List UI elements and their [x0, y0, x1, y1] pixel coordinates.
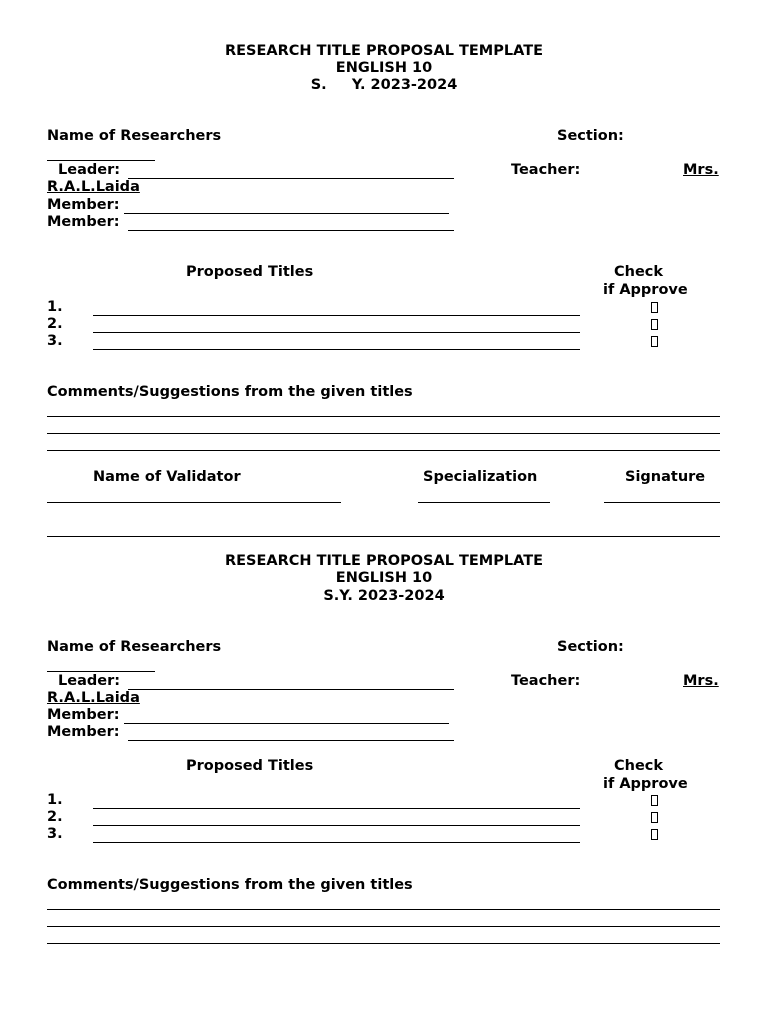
form-subject: ENGLISH 10 — [335, 570, 433, 586]
approve-checkbox[interactable] — [651, 812, 658, 823]
title-number: 3. — [47, 333, 63, 349]
check-heading: if Approve — [603, 282, 688, 298]
approve-checkbox[interactable] — [651, 302, 658, 313]
leader-label: Leader: — [58, 162, 121, 178]
school-year: S. Y. 2023-2024 — [310, 77, 458, 93]
validator-name-field[interactable] — [47, 502, 341, 503]
teacher-label: Teacher: — [511, 162, 581, 178]
check-heading: Check — [614, 758, 664, 774]
section-label: Section: — [557, 639, 624, 655]
member-field[interactable] — [128, 230, 454, 231]
cut-line — [47, 536, 720, 537]
title-number: 1. — [47, 299, 63, 315]
check-heading: Check — [614, 264, 664, 280]
title-field[interactable] — [93, 808, 580, 809]
researchers-heading: Name of Researchers — [47, 128, 222, 144]
teacher-name: R.A.L.Laida — [47, 179, 140, 195]
comments-heading: Comments/Suggestions from the given titles — [47, 877, 413, 893]
title-number: 3. — [47, 826, 63, 842]
title-number: 2. — [47, 809, 63, 825]
signature-header: Signature — [625, 469, 706, 485]
member-label: Member: — [47, 197, 120, 213]
check-heading: if Approve — [603, 776, 688, 792]
proposed-titles-heading: Proposed Titles — [186, 758, 314, 774]
form-title: RESEARCH TITLE PROPOSAL TEMPLATE — [224, 553, 543, 569]
specialization-field[interactable] — [418, 502, 550, 503]
researchers-heading: Name of Researchers — [47, 639, 222, 655]
proposed-titles-heading: Proposed Titles — [186, 264, 314, 280]
leader-field[interactable] — [128, 178, 454, 179]
section-label: Section: — [557, 128, 624, 144]
comments-heading: Comments/Suggestions from the given titles — [47, 384, 413, 400]
member-label: Member: — [47, 707, 120, 723]
leader-label: Leader: — [58, 673, 121, 689]
title-field[interactable] — [93, 332, 580, 333]
member-field[interactable] — [124, 213, 449, 214]
approve-checkbox[interactable] — [651, 829, 658, 840]
specialization-header: Specialization — [423, 469, 538, 485]
comment-line[interactable] — [47, 943, 720, 944]
comment-line[interactable] — [47, 433, 720, 434]
approve-checkbox[interactable] — [651, 319, 658, 330]
school-year: S.Y. 2023-2024 — [323, 588, 445, 604]
form-subject: ENGLISH 10 — [335, 60, 433, 76]
title-field[interactable] — [93, 315, 580, 316]
comment-line[interactable] — [47, 926, 720, 927]
teacher-title: Mrs. — [683, 673, 719, 689]
member-label: Member: — [47, 724, 120, 740]
title-number: 2. — [47, 316, 63, 332]
approve-checkbox[interactable] — [651, 336, 658, 347]
teacher-name: R.A.L.Laida — [47, 690, 140, 706]
leader-field[interactable] — [128, 689, 454, 690]
form-title: RESEARCH TITLE PROPOSAL TEMPLATE — [224, 43, 543, 59]
comment-line[interactable] — [47, 909, 720, 910]
comment-line[interactable] — [47, 450, 720, 451]
title-number: 1. — [47, 792, 63, 808]
comment-line[interactable] — [47, 416, 720, 417]
validator-name-header: Name of Validator — [93, 469, 241, 485]
teacher-title: Mrs. — [683, 162, 719, 178]
title-field[interactable] — [93, 825, 580, 826]
teacher-label: Teacher: — [511, 673, 581, 689]
member-field[interactable] — [128, 740, 454, 741]
member-field[interactable] — [124, 723, 449, 724]
title-field[interactable] — [93, 349, 580, 350]
section-line[interactable] — [47, 160, 155, 161]
signature-field[interactable] — [604, 502, 720, 503]
title-field[interactable] — [93, 842, 580, 843]
section-line[interactable] — [47, 671, 155, 672]
member-label: Member: — [47, 214, 120, 230]
approve-checkbox[interactable] — [651, 795, 658, 806]
